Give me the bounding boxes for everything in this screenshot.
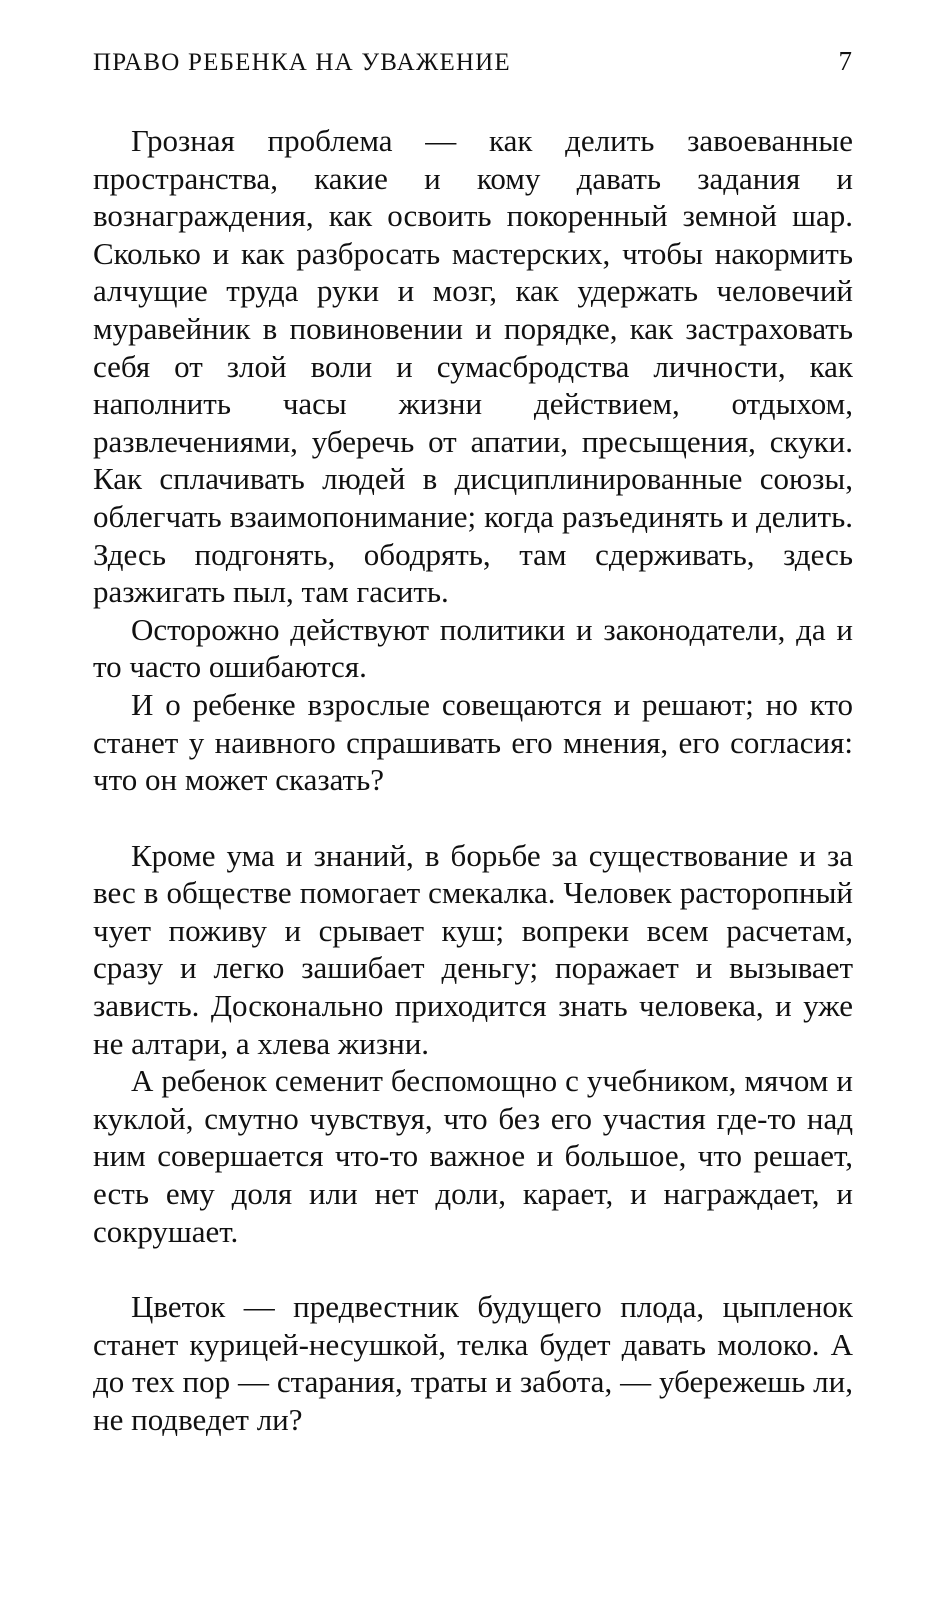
paragraph: Кроме ума и знаний, в борьбе за существование и за вес в обществе помогает смекалка. Человек расторопный чует поживу и срывает куш; вопреки всем расчетам, сразу и легко зашибает деньгу; поражает и вызывает зависть. Досконально приходится знать человека, и уже не алтари, а хлева жизни. — [93, 837, 853, 1061]
page-number: 7 — [838, 46, 852, 76]
body-text — [93, 122, 853, 1439]
paragraph: А ребенок семенит беспомощно с учебником, мячом и куклой, смутно чувствуя, что без его участия где-то над ним совершается что-то важное и большое, что решает, есть ему доля или нет доли, карает, и награждает, и сокрушает. — [93, 1063, 853, 1249]
page-header — [93, 46, 852, 82]
running-title: ПРАВО РЕБЕНКА НА УВАЖЕНИЕ — [93, 49, 511, 76]
paragraph: Грозная проблема — как делить завоеванные пространства, какие и кому давать задания и вознаграждения, как освоить покоренный земной шар. Сколько и как разбросать мастерских, чтобы накормить алчущие труда руки и мозг, как удержать человечий муравейник в повиновении и порядке, как застраховать себя от злой воли и сумасбродства личности, как наполнить часы жизни действием, отдыхом, развлечениями, уберечь от апатии, пресыщения, скуки. Как сплачивать людей в дисциплинированные союзы, облегчать взаимопонимание; когда разъединять и делить. Здесь подгонять, ободрять, там сдерживать, здесь разжигать пыл, там гасить. — [93, 123, 853, 610]
paragraph: Цветок — предвестник будущего плода, цыпленок станет курицей-несушкой, телка будет давать молоко. А до тех пор — старания, траты и забота, — убережешь ли, не подведет ли? — [93, 1289, 853, 1437]
section-break — [93, 799, 853, 837]
section-break — [93, 1250, 853, 1288]
paragraph: Осторожно действуют политики и законодатели, да и то часто ошибаются. — [93, 611, 853, 685]
paragraph: И о ребенке взрослые совещаются и решают; но кто станет у наивного спрашивать его мнения, его согласия: что он может сказать? — [93, 686, 853, 798]
